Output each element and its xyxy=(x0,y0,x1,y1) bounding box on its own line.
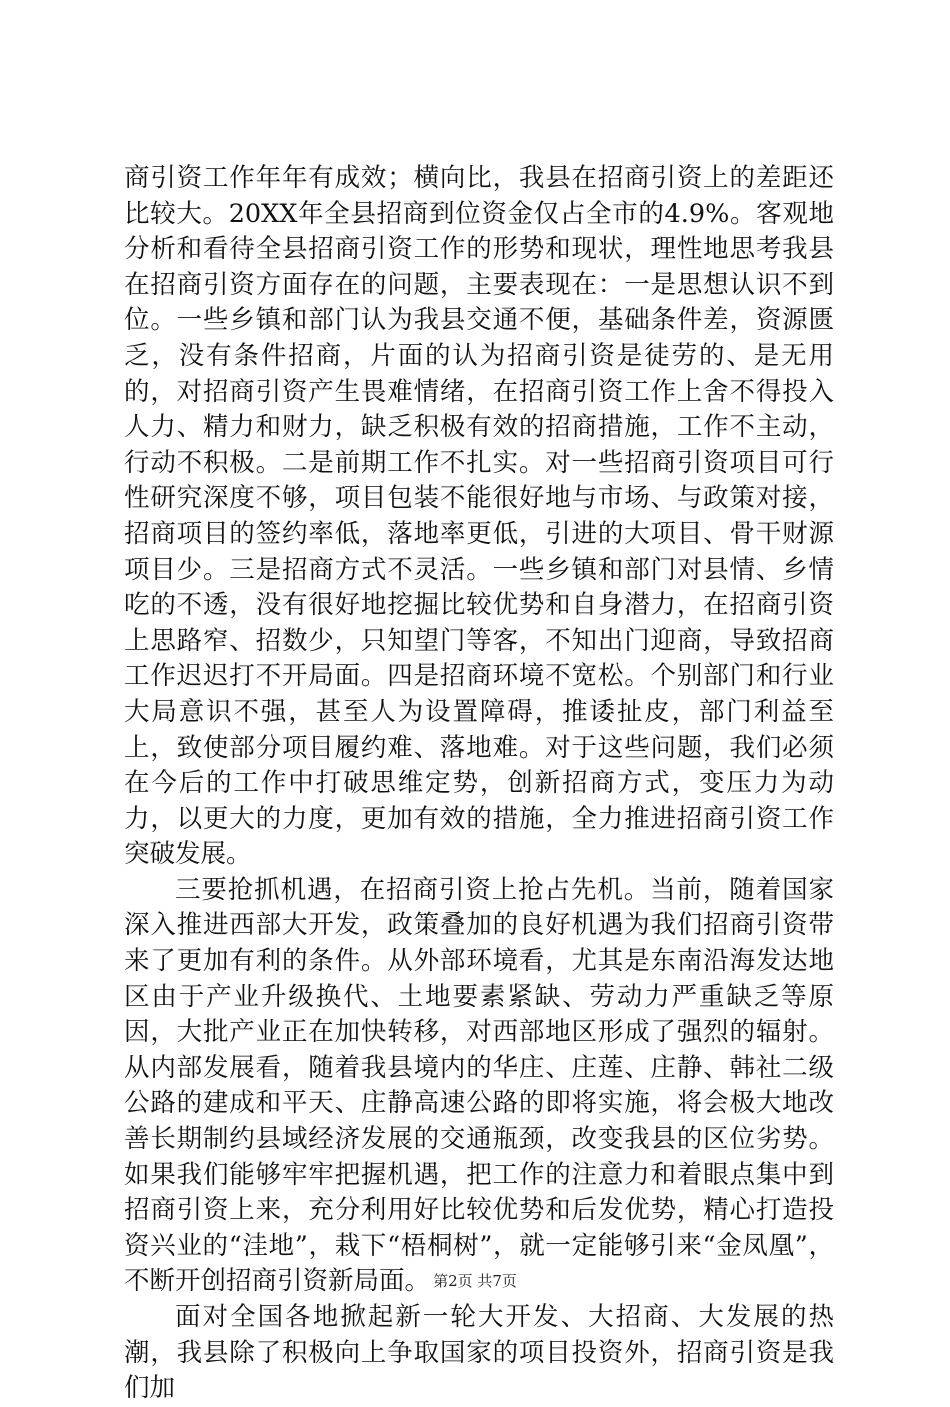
page-number-footer: 第2页 共7页 xyxy=(433,1272,517,1290)
paragraph-3: 面对全国各地掀起新一轮大开发、大招商、大发展的热潮，我县除了积极向上争取国家的项目投资外，招商引资是我们加 xyxy=(124,1302,834,1404)
document-body xyxy=(124,161,834,1407)
paragraph-2: 三要抢抓机遇，在招商引资上抢占先机。当前，随着国家深入推进西部大开发，政策叠加的良好机遇为我们招商引资带来了更加有利的条件。从外部环境看，尤其是东南沿海发达地区由于产业升级换代、土地要素紧缺、劳动力严重缺乏等原因，大批产业正在加快转移，对西部地区形成了强烈的辐射。从内部发展看，随着我县境内的华庄、庄莲、庄静、韩社二级公路的建成和平天、庄静高速公路的即将实施，将会极大地改善长期制约县域经济发展的交通瓶颈，改变我县的区位劣势。如果我们能够牢牢把握机遇，把工作的注意力和着眼点集中到招商引资上来，充分利用好比较优势和后发优势，精心打造投资兴业的“洼地”，栽下“梧桐树”，就一定能够引来“金凤凰”，不断开创招商引资新局面。 xyxy=(124,874,834,1297)
paragraph-1: 商引资工作年年有成效；横向比，我县在招商引资上的差距还比较大。20XX年全县招商到位资金仅占全市的4.9%。客观地分析和看待全县招商引资工作的形势和现状，理性地思考我县在招商引资方面存在的问题，主要表现在：一是思想认识不到位。一些乡镇和部门认为我县交通不便，基础条件差，资源匮乏，没有条件招商，片面的认为招商引资是徒劳的、是无用的，对招商引资产生畏难情绪，在招商引资工作上舍不得投入人力、精力和财力，缺乏积极有效的招商措施，工作不主动，行动不积极。二是前期工作不扎实。对一些招商引资项目可行性研究深度不够，项目包装不能很好地与市场、与政策对接，招商项目的签约率低，落地率更低，引进的大项目、骨干财源项目少。三是招商方式不灵活。一些乡镇和部门对县情、乡情吃的不透，没有很好地挖掘比较优势和自身潜力，在招商引资上思路窄、招数少，只知望门等客，不知出门迎商，导致招商工作迟迟打不开局面。四是招商环境不宽松。个别部门和行业大局意识不强，甚至人为设置障碍，推诿扯皮，部门利益至上，致使部分项目履约难、落地难。对于这些问题，我们必须在今后的工作中打破思维定势，创新招商方式，变压力为动力，以更大的力度，更加有效的措施，全力推进招商引资工作突破发展。 xyxy=(124,163,834,870)
